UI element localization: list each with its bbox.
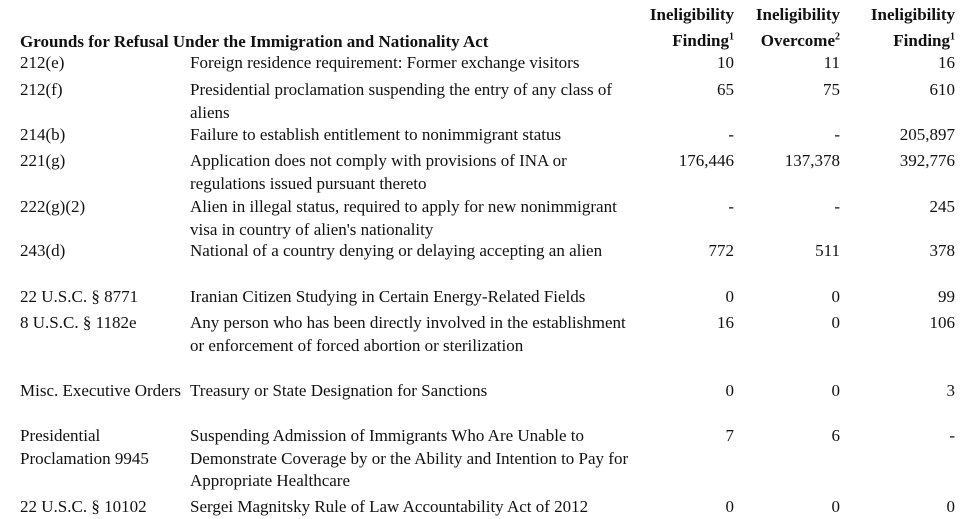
- col2-header-line2-wrap: [756, 28, 840, 54]
- row-description: Sergei Magnitsky Rule of Law Accountability Act of 2012: [190, 497, 589, 516]
- row-description: Alien in illegal status, required to apply for new nonimmigrant visa in country of alien's nationality: [190, 197, 617, 239]
- row-value-overcome: 0: [831, 497, 840, 516]
- row-description: Foreign residence requirement: Former exchange visitors: [190, 53, 580, 72]
- row-value-overcome: 75: [823, 80, 840, 99]
- row-value-finding: -: [728, 125, 734, 144]
- col1-header-line1: Ineligibility: [649, 5, 734, 24]
- row-value-overcome: 137,378: [784, 151, 840, 170]
- row-description: Presidential proclamation suspending the entry of any class of aliens: [190, 80, 613, 122]
- col2-header-line2: Overcome: [760, 31, 835, 50]
- col3-footnote-mark: 1: [950, 31, 955, 43]
- row-code: Presidential Proclamation 9945: [20, 426, 149, 468]
- col2-footnote-mark: 2: [835, 31, 840, 43]
- row-description: Treasury or State Designation for Sanctions: [190, 381, 488, 400]
- row-value-finding: 0: [725, 381, 734, 400]
- row-value-finding-total: 106: [929, 313, 955, 332]
- row-code: 212(f): [20, 80, 63, 99]
- row-code: 221(g): [20, 151, 66, 170]
- row-description: Any person who has been directly involved in the establishment or enforcement of forced abortion or sterilization: [190, 313, 626, 355]
- row-code: 8 U.S.C. § 1182e: [20, 313, 137, 332]
- row-description: Failure to establish entitlement to nonimmigrant status: [190, 125, 562, 144]
- col3-header-line2: Finding: [893, 31, 950, 50]
- row-value-overcome: 11: [823, 53, 840, 72]
- row-value-finding-total: 99: [938, 287, 955, 306]
- row-value-finding-total: 245: [929, 197, 955, 216]
- col-header-ineligibility-finding-1: [650, 2, 734, 54]
- row-code: 243(d): [20, 241, 66, 260]
- row-code: 212(e): [20, 53, 65, 72]
- row-value-overcome: 0: [831, 313, 840, 332]
- row-code: Misc. Executive Orders: [20, 381, 181, 400]
- row-value-overcome: -: [834, 197, 840, 216]
- row-value-finding-total: 610: [929, 80, 955, 99]
- col1-header-line2: Finding: [672, 31, 729, 50]
- col1-footnote-mark: 1: [729, 31, 734, 43]
- col2-header-line1: Ineligibility: [755, 5, 840, 24]
- row-value-finding-total: -: [949, 426, 955, 445]
- row-description: Iranian Citizen Studying in Certain Energy-Related Fields: [190, 287, 586, 306]
- row-code: 222(g)(2): [20, 197, 86, 216]
- grounds-header: Grounds for Refusal Under the Immigration and Nationality Act: [20, 32, 489, 51]
- col1-header-line2-wrap: [650, 28, 734, 54]
- row-value-finding: 0: [725, 497, 734, 516]
- row-value-finding: -: [728, 197, 734, 216]
- row-value-finding: 0: [725, 287, 734, 306]
- row-value-finding-total: 205,897: [899, 125, 955, 144]
- row-value-finding: 16: [717, 313, 734, 332]
- row-value-finding: 176,446: [678, 151, 734, 170]
- row-code: 22 U.S.C. § 8771: [20, 287, 139, 306]
- row-value-finding-total: 392,776: [899, 151, 955, 170]
- row-value-overcome: 511: [815, 241, 840, 260]
- row-value-finding-total: 16: [938, 53, 955, 72]
- row-code: 214(b): [20, 125, 66, 144]
- row-value-overcome: 0: [831, 287, 840, 306]
- col-header-ineligibility-finding-2: [871, 2, 955, 54]
- col-header-ineligibility-overcome: [756, 2, 840, 54]
- row-value-finding: 7: [725, 426, 734, 445]
- row-value-overcome: -: [834, 125, 840, 144]
- row-value-finding: 65: [717, 80, 734, 99]
- col3-header-line2-wrap: [871, 28, 955, 54]
- row-value-finding: 772: [708, 241, 734, 260]
- row-value-finding: 10: [717, 53, 734, 72]
- row-value-finding-total: 0: [946, 497, 955, 516]
- row-code: 22 U.S.C. § 10102: [20, 497, 147, 516]
- row-value-overcome: 6: [831, 426, 840, 445]
- row-value-finding-total: 378: [929, 241, 955, 260]
- row-description: National of a country denying or delaying accepting an alien: [190, 241, 603, 260]
- row-description: Application does not comply with provisions of INA or regulations issued pursuant thereto: [190, 151, 567, 193]
- row-description: Suspending Admission of Immigrants Who Are Unable to Demonstrate Coverage by or the Ability and Intention to Pay for Appropriate Healthcare: [190, 426, 629, 490]
- row-value-overcome: 0: [831, 381, 840, 400]
- col3-header-line1: Ineligibility: [870, 5, 955, 24]
- row-value-finding-total: 3: [946, 381, 955, 400]
